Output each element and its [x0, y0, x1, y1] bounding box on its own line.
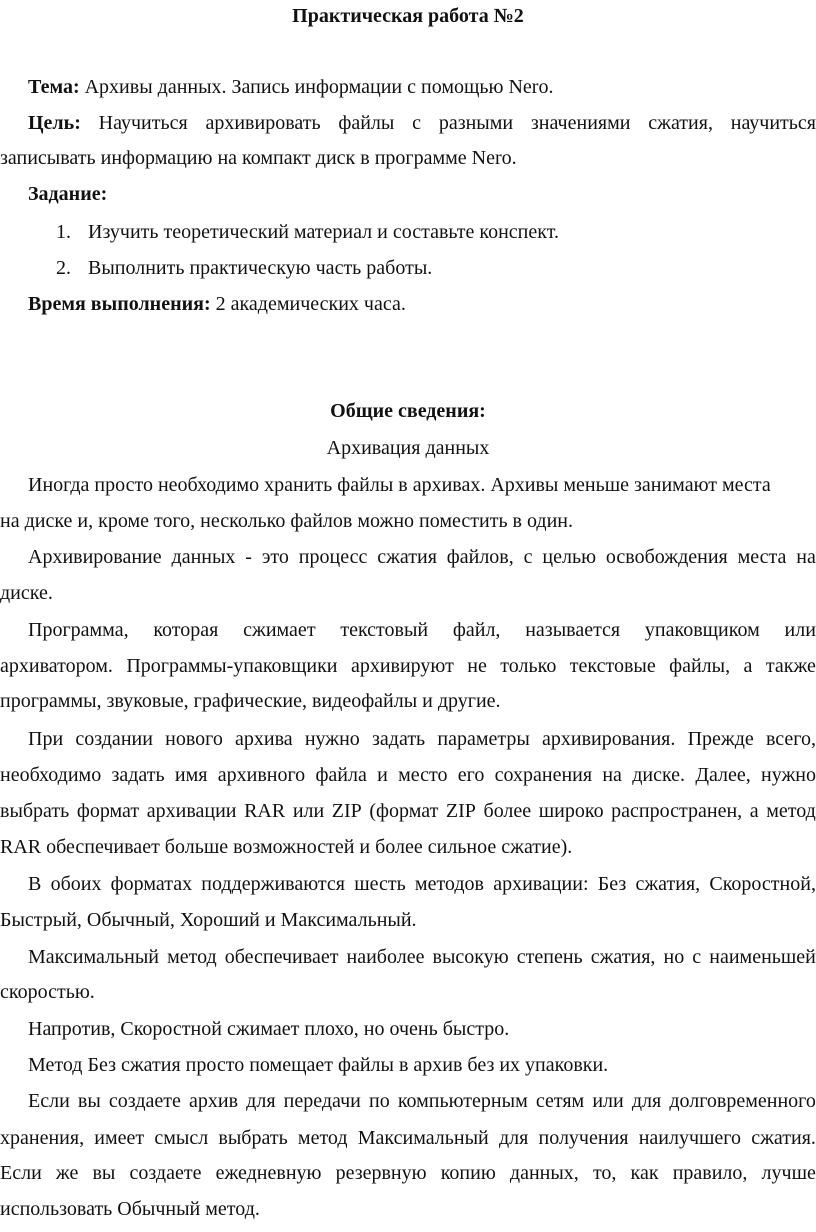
task-item: [56, 220, 559, 244]
paragraph-line: [28, 872, 816, 896]
word: архивируют: [350, 655, 454, 677]
word: сжатия.: [751, 1127, 816, 1149]
word: Максимальный: [357, 1127, 489, 1149]
paragraph-line: скоростью.: [0, 981, 95, 1003]
word: создании: [75, 728, 153, 750]
word: или: [784, 619, 816, 641]
word: Скоростной,: [709, 873, 816, 895]
word: долговременного: [669, 1090, 816, 1112]
word: формат: [76, 800, 140, 822]
word: выбрать: [218, 1127, 288, 1149]
word: или: [592, 1090, 624, 1112]
word: не: [467, 655, 487, 677]
word: процесс: [298, 546, 368, 568]
word: данных: [171, 546, 236, 568]
time-label: Время выполнения:: [28, 293, 211, 315]
word: архивирования.: [541, 728, 676, 750]
paragraph-line: [0, 799, 816, 823]
word: данных,: [509, 1162, 579, 1184]
word: получения: [538, 1127, 629, 1149]
word: нужно: [304, 728, 360, 750]
word: же: [55, 1162, 79, 1184]
word: поддерживаются: [201, 873, 345, 895]
word: файл,: [452, 619, 501, 641]
word: для: [631, 1090, 662, 1112]
goal-label: Цель:: [28, 112, 81, 134]
word: резервную: [335, 1162, 427, 1184]
goal-word: сжатия,: [648, 112, 713, 134]
goal-word: с: [412, 112, 422, 134]
time-line: [28, 292, 406, 316]
word: При: [28, 728, 64, 750]
theme-text: Архивы данных. Запись информации с помощью Nero.: [79, 76, 554, 98]
paragraph-line: Иногда просто необходимо хранить файлы в архивах. Архивы меньше занимают места: [28, 474, 771, 496]
word: выбрать: [0, 800, 70, 822]
task-number: 2.: [56, 257, 71, 279]
word: ZIP: [445, 800, 476, 822]
word: вы: [77, 1090, 101, 1112]
paragraph-line: программы, звуковые, графические, видеофайлы и другие.: [0, 690, 501, 712]
word: метод: [167, 946, 217, 968]
word: задать: [111, 764, 165, 786]
word: освобождения: [605, 546, 728, 568]
word: Далее,: [695, 764, 751, 786]
page-title: Практическая работа №2: [292, 5, 524, 27]
word: (формат: [369, 800, 439, 822]
word: и: [377, 764, 388, 786]
word: шесть: [354, 873, 406, 895]
word: упаковщиком: [644, 619, 760, 641]
word: сжимает: [243, 619, 316, 641]
task-label: Задание:: [28, 183, 108, 205]
goal-word: файлы: [338, 112, 395, 134]
goal-line-2: записывать информацию на компакт диск в программе Nero.: [0, 147, 517, 169]
section-heading: Общие сведения:: [330, 400, 486, 422]
word: сетям: [535, 1090, 585, 1112]
word: имеет: [94, 1127, 145, 1149]
word: архив: [189, 1090, 239, 1112]
word: на: [602, 764, 622, 786]
word: передачи: [283, 1090, 361, 1112]
word: Максимальный: [28, 946, 159, 968]
paragraph-line: [28, 1089, 816, 1113]
word: файлы,: [669, 655, 731, 677]
time-text: 2 академических часа.: [210, 293, 406, 315]
paragraph-line: [28, 618, 816, 642]
word: по: [369, 1090, 390, 1112]
paragraph-line: RAR обеспечивает больше возможностей и более сильное сжатие).: [0, 836, 573, 858]
word: сжатия,: [590, 946, 656, 968]
word: Прежде: [687, 728, 754, 750]
word: которая: [153, 619, 219, 641]
word: правило,: [672, 1162, 748, 1184]
word: архива: [235, 728, 293, 750]
paragraph-line: [0, 1126, 816, 1150]
word: Если: [0, 1162, 42, 1184]
task-number: 1.: [56, 221, 71, 243]
theme-label: Тема:: [28, 76, 80, 98]
goal-word: научиться: [730, 112, 816, 134]
word: Если: [28, 1090, 70, 1112]
word: метод: [766, 800, 816, 822]
word: для: [246, 1090, 276, 1112]
word: это: [261, 546, 289, 568]
word: создаете: [108, 1090, 181, 1112]
word: степень: [516, 946, 583, 968]
word: только: [500, 655, 557, 677]
word: хранения,: [0, 1127, 85, 1149]
paragraph-line: [28, 945, 816, 969]
word: вы: [92, 1162, 116, 1184]
word: файла: [315, 764, 367, 786]
word: на: [796, 546, 816, 568]
word: задать: [372, 728, 426, 750]
word: текстовые: [569, 655, 656, 677]
word: Программа,: [28, 619, 129, 641]
word: сжатия: [377, 546, 437, 568]
word: архиватором.: [0, 655, 113, 677]
word: распространен,: [611, 800, 743, 822]
goal-word: разными: [438, 112, 514, 134]
word: сохранения: [494, 764, 593, 786]
word: места: [737, 546, 787, 568]
paragraph-line: Быстрый, Обычный, Хороший и Максимальный.: [0, 909, 417, 931]
word: нужно: [761, 764, 816, 786]
word: как: [630, 1162, 659, 1184]
task-item: [56, 256, 432, 280]
word: -: [245, 546, 252, 568]
word: а: [749, 800, 759, 822]
word: место: [398, 764, 448, 786]
goal-word: значениями: [530, 112, 631, 134]
word: наименьшей: [709, 946, 816, 968]
task-text: Выполнить практическую часть работы.: [88, 257, 433, 279]
word: нового: [165, 728, 223, 750]
word: Программы-упаковщики: [126, 655, 338, 677]
word: копию: [440, 1162, 496, 1184]
goal-word: Научиться: [98, 112, 188, 134]
word: архивации:: [493, 873, 589, 895]
word: но: [663, 946, 685, 968]
goal-word: архивировать: [205, 112, 321, 134]
paragraph-line: [0, 763, 816, 787]
word: имя: [174, 764, 208, 786]
word: также: [765, 655, 816, 677]
word: смысл: [154, 1127, 209, 1149]
paragraph-line: использовать Обычный метод.: [0, 1198, 260, 1220]
word: необходимо: [0, 764, 102, 786]
word: ежедневную: [215, 1162, 322, 1184]
word: для: [498, 1127, 529, 1149]
word: метод: [297, 1127, 348, 1149]
word: обеспечивает: [224, 946, 339, 968]
paragraph-line: диске.: [0, 582, 53, 604]
word: лучше: [761, 1162, 816, 1184]
goal-line-1: [28, 111, 816, 135]
paragraph-line: Напротив, Скоростной сжимает плохо, но очень быстро.: [28, 1018, 510, 1040]
word: компьютерным: [397, 1090, 528, 1112]
word: с: [692, 946, 702, 968]
word: текстовый: [340, 619, 429, 641]
word: В: [28, 873, 42, 895]
word: называется: [525, 619, 621, 641]
word: его: [457, 764, 485, 786]
word: методов: [414, 873, 484, 895]
word: то,: [592, 1162, 617, 1184]
word: более: [483, 800, 532, 822]
word: с: [523, 546, 533, 568]
paragraph-line: [0, 654, 816, 678]
word: параметры: [437, 728, 530, 750]
word: обоих: [50, 873, 102, 895]
word: Архивирование: [28, 546, 162, 568]
word: форматах: [110, 873, 193, 895]
word: наиболее: [346, 946, 425, 968]
word: RAR: [244, 800, 286, 822]
word: а: [743, 655, 753, 677]
word: сжатия,: [635, 873, 701, 895]
word: или: [292, 800, 325, 822]
word: создаете: [129, 1162, 202, 1184]
paragraph-line: [0, 1161, 816, 1185]
word: целью: [542, 546, 597, 568]
task-text: Изучить теоретический материал и составьте конспект.: [88, 221, 559, 243]
word: всего,: [765, 728, 816, 750]
section-subheading: Архивация данных: [326, 437, 490, 459]
paragraph-line: на диске и, кроме того, несколько файлов можно поместить в один.: [0, 510, 574, 532]
word: файлов,: [446, 546, 514, 568]
word: Без: [597, 873, 627, 895]
paragraph-line: [28, 545, 816, 569]
paragraph-line: Метод Без сжатия просто помещает файлы в архив без их упаковки.: [28, 1054, 609, 1076]
word: ZIP: [331, 800, 362, 822]
word: диске.: [632, 764, 686, 786]
word: широко: [538, 800, 604, 822]
paragraph-line: [28, 727, 816, 751]
word: наилучшего: [638, 1127, 742, 1149]
word: архивного: [217, 764, 306, 786]
word: архивации: [146, 800, 237, 822]
word: высокую: [432, 946, 509, 968]
theme-line: [28, 75, 553, 99]
